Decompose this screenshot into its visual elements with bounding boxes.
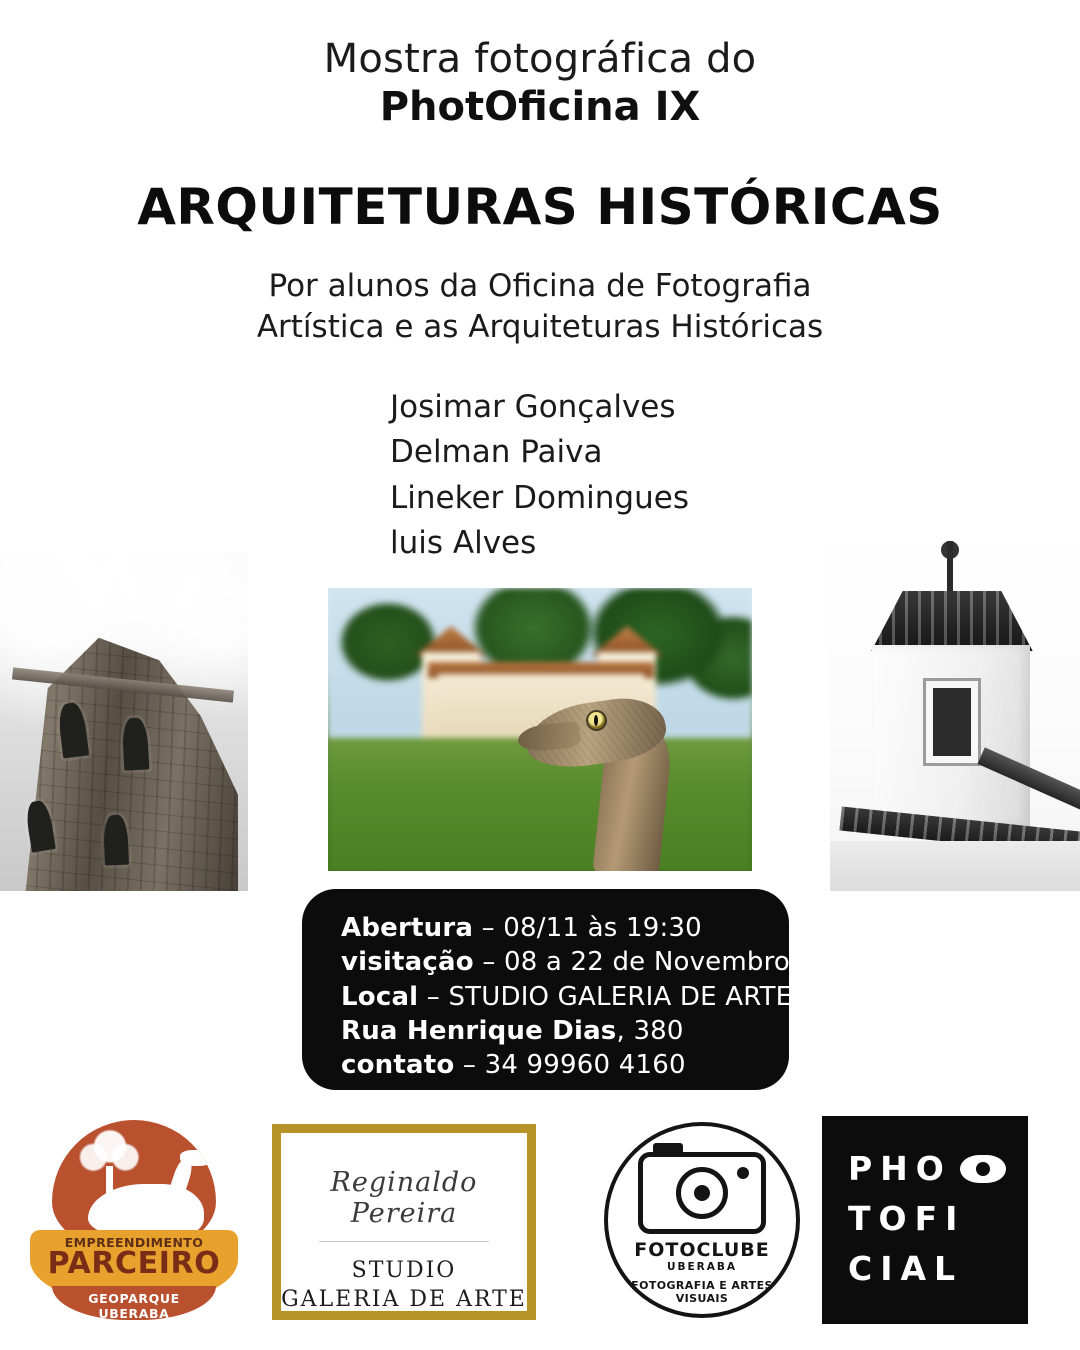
photoficial-text-1: PHO: [848, 1149, 952, 1188]
detail-separator: –: [481, 913, 495, 943]
dinosaur-head-icon: [180, 1150, 214, 1166]
roof-tiles: [840, 591, 1064, 651]
photo-white-building: [830, 519, 1080, 891]
fotoclube-city: UBERABA: [666, 1261, 738, 1273]
studio-line-2: GALERIA DE ARTE: [281, 1287, 527, 1312]
detail-separator: –: [426, 981, 440, 1012]
logo-photoficial: [822, 1116, 1028, 1324]
detail-local: [341, 980, 793, 1014]
logo-studio-galeria-de-arte: [272, 1124, 536, 1320]
fotoclube-tagline-line-2: VISUAIS: [675, 1292, 729, 1306]
photoficial-row-2: [848, 1194, 1028, 1244]
list-item: luis Alves: [390, 524, 537, 561]
viewfinder-icon: [653, 1143, 683, 1155]
poster-subtitle: [0, 266, 1080, 348]
divider: [319, 1241, 489, 1242]
detail-value: 34 99960 4160: [484, 1050, 686, 1081]
lantern-window: [926, 681, 978, 763]
geoparque-ribbon-text: GEOPARQUE UBERABA: [52, 1286, 216, 1320]
photo-stone-tower: [0, 553, 248, 891]
detail-label: Abertura: [341, 913, 474, 943]
poster-header: [0, 36, 1080, 348]
roof-finial: [947, 541, 953, 593]
detail-separator: –: [482, 947, 496, 978]
fotoclube-tagline-line-1: FOTOGRAFIA E ARTES: [631, 1279, 773, 1292]
dinosaur-eye: [588, 712, 605, 729]
event-edition: PhotOficina IX: [379, 84, 701, 130]
list-item: Delman Paiva: [390, 434, 603, 471]
list-item: Lineker Domingues: [390, 479, 689, 516]
fotoclube-tagline: [608, 1279, 796, 1305]
detail-separator: ,: [616, 1015, 625, 1046]
geoparque-top-text: EMPREENDIMENTO: [64, 1235, 204, 1250]
detail-contato: [341, 1048, 789, 1082]
detail-abertura: [341, 911, 789, 945]
list-item: Josimar Gonçalves: [390, 389, 676, 425]
geoparque-main-text: PARCEIRO: [47, 1246, 221, 1281]
subtitle-line-2: Artística e as Arquiteturas Históricas: [256, 309, 824, 346]
detail-label: Local: [341, 981, 419, 1012]
detail-value: 380: [633, 1015, 684, 1046]
dinosaur-figure: [514, 684, 704, 871]
flash-icon: [737, 1167, 749, 1179]
eye-icon: [960, 1155, 1006, 1183]
event-details-panel: [302, 889, 793, 1090]
photoficial-row-3: [848, 1244, 1028, 1294]
photoficial-row-1: [848, 1144, 1028, 1194]
event-kicker: Mostra fotográfica do: [323, 36, 757, 82]
sponsor-logos: [0, 1112, 1080, 1350]
detail-value: 08 a 22 de Novembro: [503, 947, 791, 978]
detail-label: visitação: [341, 947, 474, 978]
studio-line-1: STUDIO: [351, 1258, 457, 1283]
detail-label: contato: [341, 1050, 455, 1081]
camera-icon: [638, 1152, 766, 1234]
detail-value: 08/11 às 19:30: [503, 913, 702, 943]
page-title: ARQUITETURAS HISTÓRICAS: [137, 178, 943, 236]
fotoclube-name: FOTOCLUBE: [634, 1239, 770, 1261]
detail-value: STUDIO GALERIA DE ARTE: [448, 981, 793, 1012]
studio-signature: Reginaldo Pereira: [330, 1167, 478, 1229]
detail-label: Rua Henrique Dias: [341, 1015, 617, 1046]
detail-visitacao: [341, 945, 789, 979]
photoficial-text-2: TOFI: [848, 1199, 966, 1239]
logo-fotoclube-uberaba: [604, 1122, 800, 1318]
subtitle-line-1: Por alunos da Oficina de Fotografia: [268, 268, 812, 304]
detail-separator: –: [462, 1050, 477, 1081]
photo-dinosaur-church: [328, 588, 752, 871]
lens-icon: [676, 1167, 728, 1219]
logo-geoparque-uberaba: [30, 1120, 238, 1326]
detail-endereco: [341, 1014, 789, 1048]
photoficial-text-3: CIAL: [848, 1249, 964, 1289]
lower-wall: [830, 841, 1080, 891]
